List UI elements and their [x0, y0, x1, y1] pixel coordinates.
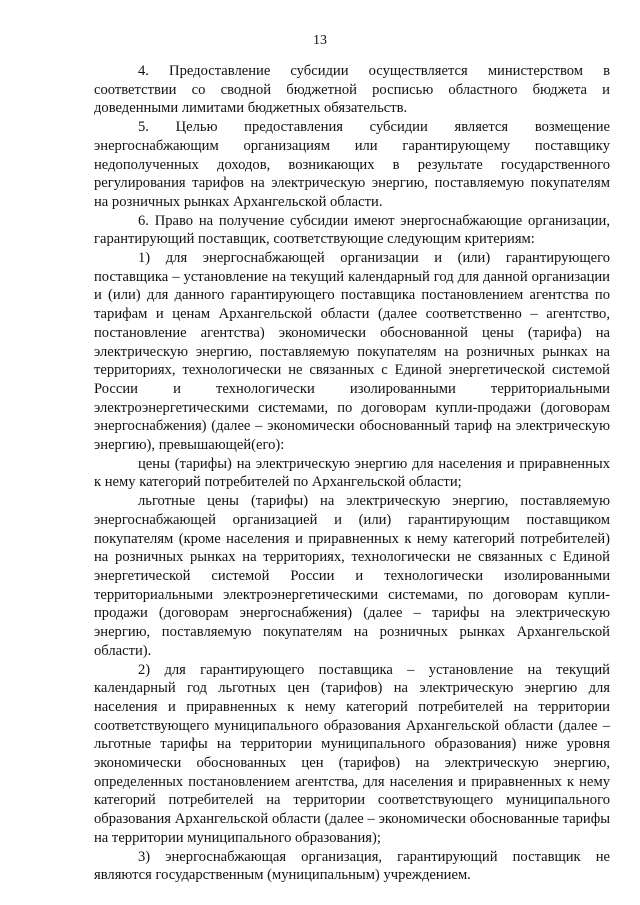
paragraph-5: 5. Целью предоставления субсидии является возмещение энергоснабжающим организациям или гарантирующему поставщику недополученных доходов, возникающих в результате государственного регулирования тарифов на электрическую энергию, поставляемую покупателям на розничных рынках Архангельской области.: [94, 119, 610, 210]
paragraph-6: 6. Право на получение субсидии имеют энергоснабжающие организации, гарантирующий поставщик, соответствующие следующим критериям:: [94, 212, 610, 248]
paragraph-4: 4. Предоставление субсидии осуществляется министерством в соответствии со сводной бюджетной росписью областного бюджета и доведенными лимитами бюджетных обязательств.: [94, 63, 610, 117]
criterion-3: 3) энергоснабжающая организация, гарантирующий поставщик не являются государственным (муниципальным) учреждением.: [94, 848, 610, 884]
document-body: [94, 62, 610, 885]
criterion-1-item-preferential-prices: льготные цены (тарифы) на электрическую энергию, поставляемую энергоснабжающей организацией и (или) гарантирующим поставщиком покупателям (кроме населения и приравненных к нему категорий потребителей) на розничных рынках на территориях, технологически не связанных с Единой энергетической системой России и технологически изолированными территориальными электроэнергетическими системами, по договорам купли-продажи (договорам энергоснабжения) (далее – тарифы на электрическую энергию, поставляемую покупателям на розничных рынках Архангельской области).: [94, 493, 610, 659]
criterion-2: 2) для гарантирующего поставщика – установление на текущий календарный год льготных цен (тарифов) на электрическую энергию для населения и приравненных к нему категорий потребителей на территории соответствующего муниципального образования Архангельской области (далее – льготные тарифы на территории муниципального образования) ниже уровня экономически обоснованных цен (тарифов) на электрическую энергию, определенных постановлением агентства, для населения и приравненных к нему категорий потребителей на территории соответствующего муниципального образования Архангельской области (далее – экономически обоснованные тарифы на территории муниципального образования);: [94, 661, 610, 846]
criterion-1: 1) для энергоснабжающей организации и (или) гарантирующего поставщика – установление на текущий календарный год для данной организации и (или) для данного гарантирующего поставщика постановлением агентства по тарифам и ценам Архангельской области (далее соответственно – агентство, постановление агентства) экономически обоснованной цены (тарифа) на электрическую энергию, поставляемую покупателям на розничных рынках на территориях, технологически не связанных с Единой энергетической системой России и технологически изолированными территориальными электроэнергетическими системами, по договорам купли-продажи (договорам энергоснабжения) (далее – экономически обоснованный тариф на электрическую энергию), превышающей(его):: [94, 250, 610, 454]
criterion-1-item-population-prices: цены (тарифы) на электрическую энергию для населения и приравненных к нему категорий потребителей по Архангельской области;: [94, 455, 610, 491]
page-number: 13: [313, 33, 327, 48]
